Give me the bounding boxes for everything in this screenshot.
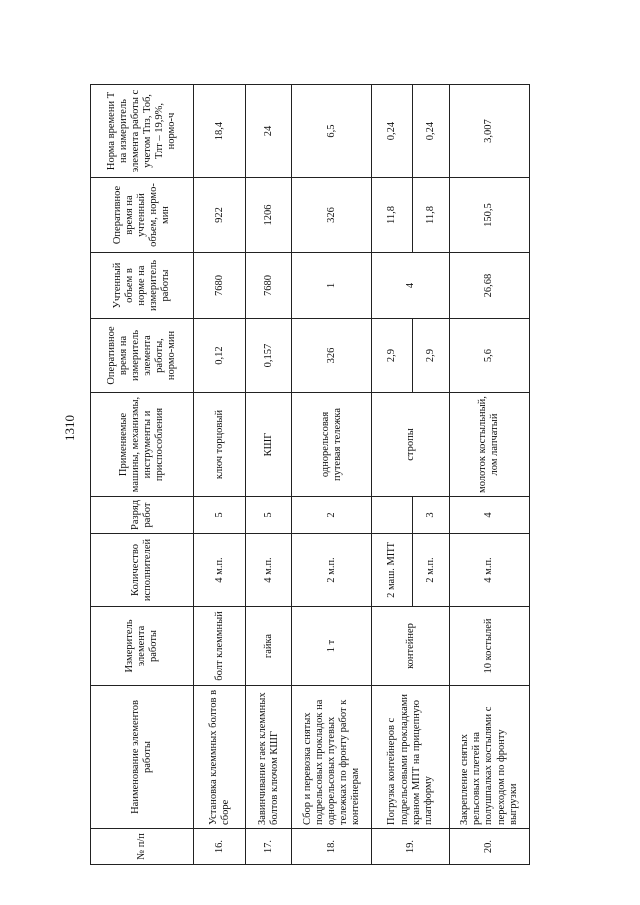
table-row <box>449 85 529 865</box>
header-row <box>91 85 194 865</box>
row-op-time: 2,9 <box>372 319 413 393</box>
row-meter: гайка <box>246 607 292 686</box>
row-machines: ключ торцовый <box>193 393 246 497</box>
row-grade: 2 <box>292 497 372 534</box>
row-grade: 3 <box>413 497 450 534</box>
row-name: Установка клеммных болтов в сборе <box>193 686 246 829</box>
row-name: Сбор и перевозка снятых подрельсовых прокладок на однорельсовых путевых тележках по фронту работ к контейнерам <box>292 686 372 829</box>
row-workers: 4 м.п. <box>193 534 246 607</box>
row-meter: 10 костылей <box>449 607 529 686</box>
row-machines: КШГ <box>246 393 292 497</box>
header-op-volume: Оперативное время на учтенный объем, нормо-мин <box>91 178 194 253</box>
row-norm: 0,24 <box>372 85 413 178</box>
row-grade: 4 <box>449 497 529 534</box>
row-num: 17. <box>246 829 292 865</box>
row-op-time: 2,9 <box>413 319 450 393</box>
row-workers: 2 маш. МПТ <box>372 534 413 607</box>
row-grade <box>372 497 413 534</box>
row-num: 19. <box>372 829 450 865</box>
table-row <box>372 85 413 865</box>
header-name: Наименование элементов работы <box>91 686 194 829</box>
rotated-table-container <box>90 85 530 865</box>
header-op-time: Оперативное время на измеритель элемента работы, нормо-мин <box>91 319 194 393</box>
row-op-time: 326 <box>292 319 372 393</box>
row-norm: 6,5 <box>292 85 372 178</box>
row-norm: 0,24 <box>413 85 450 178</box>
row-op-volume: 922 <box>193 178 246 253</box>
header-grade: Разряд работ <box>91 497 194 534</box>
table-row <box>292 85 372 865</box>
table-row <box>193 85 246 865</box>
header-workers: Количество исполнителей <box>91 534 194 607</box>
row-meter: болт клеммный <box>193 607 246 686</box>
header-machines: Применяемые машины, механизмы, инструменты и приспособления <box>91 393 194 497</box>
row-name: Закрепление снятых рельсовых плетей на полушпалках костылями с переходом по фронту выгрузки <box>449 686 529 829</box>
row-num: 16. <box>193 829 246 865</box>
row-workers: 4 м.п. <box>449 534 529 607</box>
row-num: 20. <box>449 829 529 865</box>
row-norm: 24 <box>246 85 292 178</box>
row-name: Завинчивание гаек клеммных болтов ключом КШГ <box>246 686 292 829</box>
row-machines: стропы <box>372 393 450 497</box>
row-norm: 3,007 <box>449 85 529 178</box>
row-workers: 2 м.п. <box>292 534 372 607</box>
header-meter: Измеритель элемента работы <box>91 607 194 686</box>
row-op-volume: 11,8 <box>413 178 450 253</box>
row-workers: 4 м.п. <box>246 534 292 607</box>
row-volume: 1 <box>292 253 372 319</box>
row-num: 18. <box>292 829 372 865</box>
row-meter: 1 т <box>292 607 372 686</box>
row-machines: однорельсовая путевая тележка <box>292 393 372 497</box>
row-volume: 7680 <box>246 253 292 319</box>
row-workers: 2 м.п. <box>413 534 450 607</box>
row-op-volume: 11,8 <box>372 178 413 253</box>
row-op-time: 5,6 <box>449 319 529 393</box>
header-num: № п/п <box>91 829 194 865</box>
row-grade: 5 <box>193 497 246 534</box>
table-row <box>246 85 292 865</box>
row-volume: 26,68 <box>449 253 529 319</box>
header-norm: Норма времени Т на измеритель элемента работы с учетом Тпз, Тоб, Тлт – 19,9%, нормо-ч <box>91 85 194 178</box>
row-name: Погрузка контейнеров с подрельсовыми прокладками краном МПТ на прицепную платформу <box>372 686 450 829</box>
row-op-volume: 1206 <box>246 178 292 253</box>
row-meter: контейнер <box>372 607 450 686</box>
page-number: 1310 <box>62 415 77 441</box>
row-volume: 7680 <box>193 253 246 319</box>
row-op-time: 0,12 <box>193 319 246 393</box>
work-elements-table <box>90 84 530 865</box>
row-op-time: 0,157 <box>246 319 292 393</box>
row-machines: молоток костыльный, лом лапчатый <box>449 393 529 497</box>
row-grade: 5 <box>246 497 292 534</box>
row-op-volume: 150,5 <box>449 178 529 253</box>
row-volume: 4 <box>372 253 450 319</box>
row-op-volume: 326 <box>292 178 372 253</box>
header-volume: Учтенный объем в норме на измеритель работы <box>91 253 194 319</box>
row-norm: 18,4 <box>193 85 246 178</box>
